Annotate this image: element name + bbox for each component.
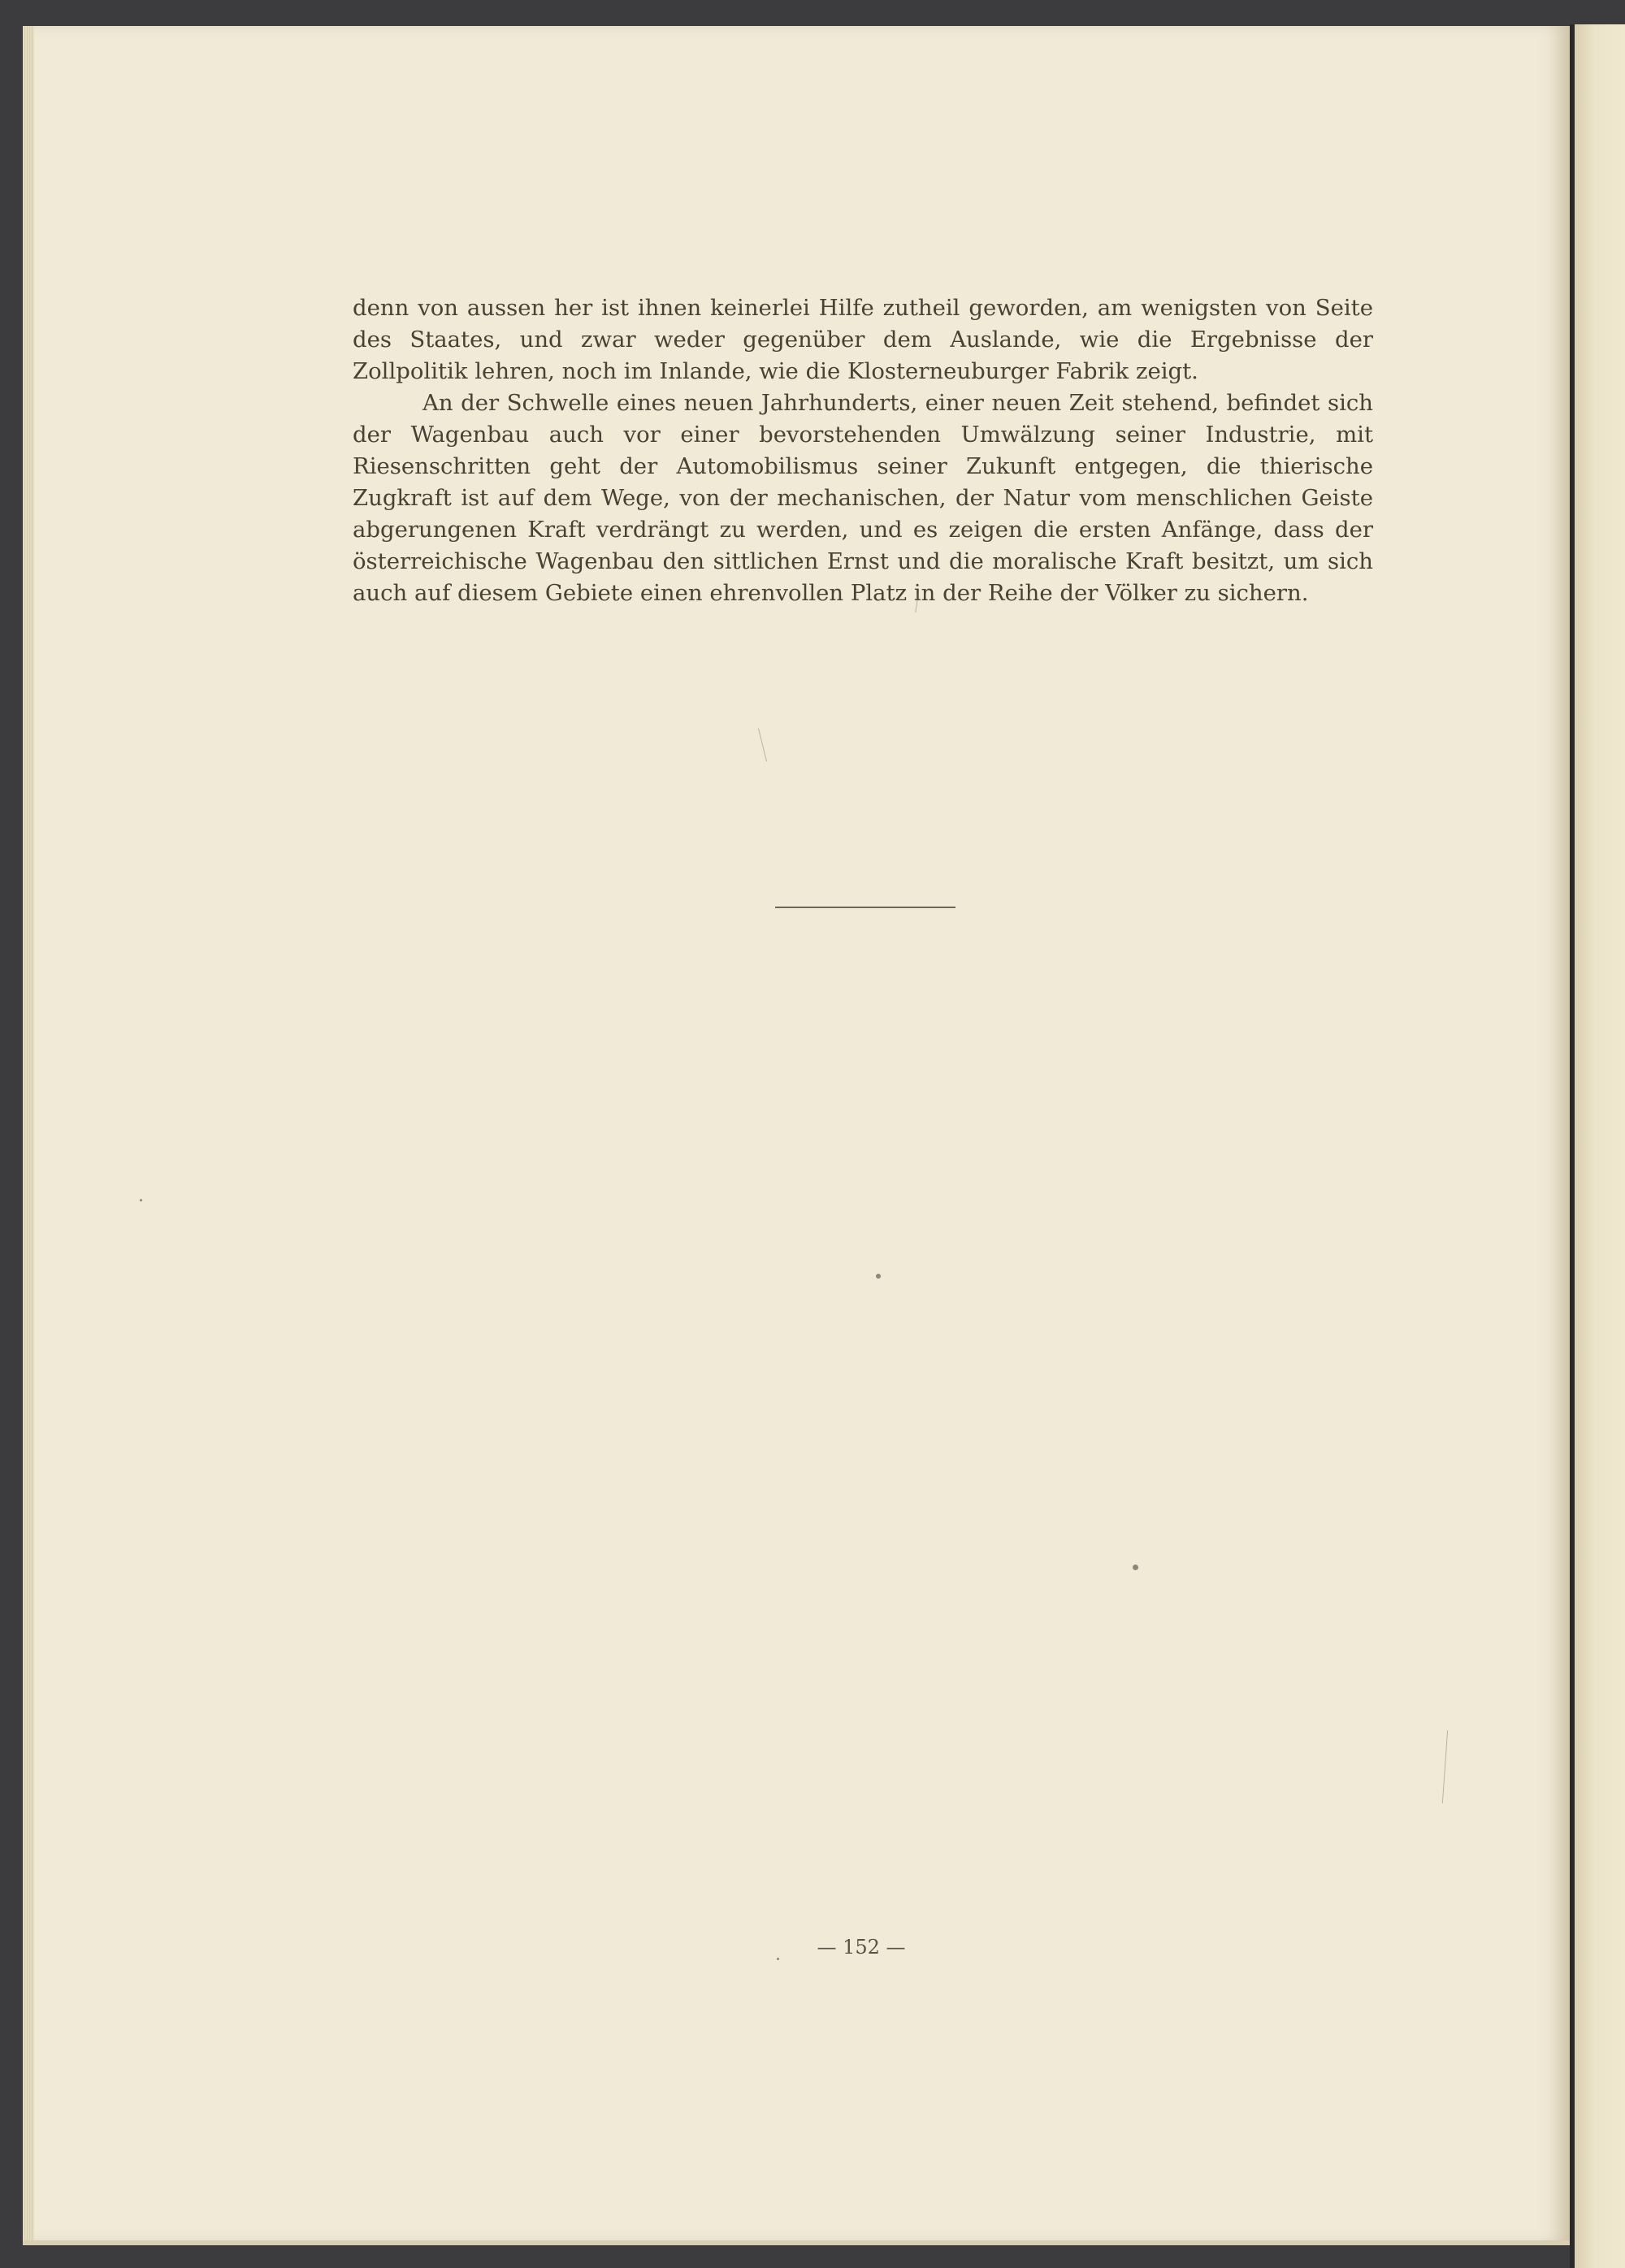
paper-speck <box>140 1199 142 1201</box>
paper-speck <box>876 1274 881 1279</box>
paper-speck <box>1133 1565 1138 1570</box>
section-divider-rule <box>775 907 956 908</box>
page-number: — 152 — <box>817 1936 906 1959</box>
paragraph-1: denn von aussen her ist ihnen keinerlei Hilfe zutheil geworden, am wenigsten von Seite des Staates, und zwar weder gegenüber dem Auslande, wie die Ergebnisse der Zollpolitik lehren, noch im Inlande, wie die Klosterneuburger Fabrik zeigt. <box>353 295 1373 384</box>
next-page-margin <box>1575 24 1625 2268</box>
page-bottom-edge <box>23 2240 1570 2245</box>
body-text <box>353 292 1373 609</box>
page-stack-edge <box>23 26 34 2242</box>
paper-speck <box>777 1958 779 1960</box>
paragraph-2: An der Schwelle eines neuen Jahrhunderts, einer neuen Zeit stehend, befindet sich der Wagenbau auch vor einer bevorstehenden Umwälzung seiner Industrie, mit Riesenschritten geht der Automobilismus seiner Zukunft entgegen, die thierische Zugkraft ist auf dem Wege, von der mechanischen, der Natur vom menschlichen Geiste abgerungenen Kraft verdrängt zu werden, und es zeigen die ersten Anfänge, dass der österreichische Wagenbau den sittlichen Ernst und die moralische Kraft besitzt, um sich auch auf diesem Gebiete einen ehrenvollen Platz in der Reihe der Völker zu sichern. <box>353 390 1373 606</box>
